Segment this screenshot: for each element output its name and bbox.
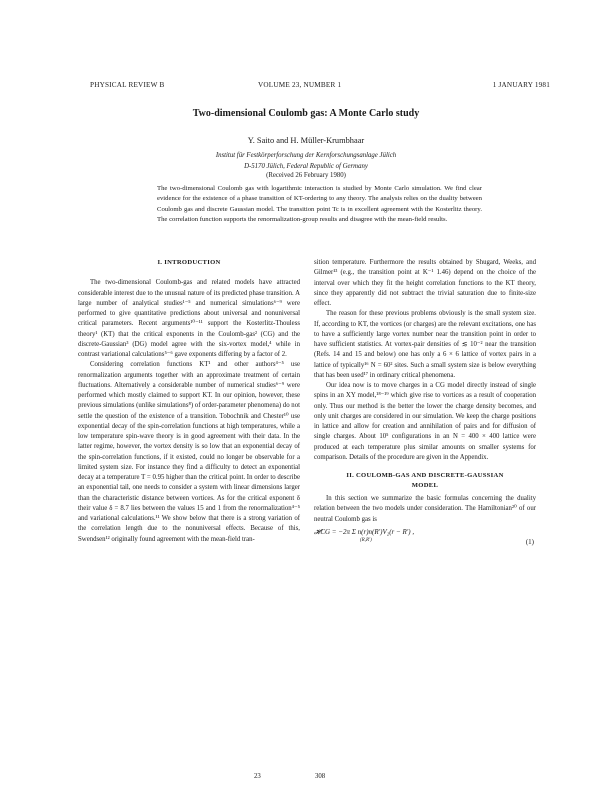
- equation-subscript: (R,R′): [360, 537, 372, 543]
- right-column: [314, 258, 536, 549]
- paragraph: In this section we summarize the basic formulas concerning the duality relation between the two models under consideration. The Hamiltonian²⁰ of our neutral Coulomb gas is: [314, 495, 536, 523]
- paper-title: Two-dimensional Coulomb gas: A Monte Carlo study: [192, 108, 420, 119]
- section-heading-introduction: I. INTRODUCTION: [157, 259, 221, 266]
- volume-info: VOLUME 23, NUMBER 1: [258, 81, 342, 89]
- section-heading-line: MODEL: [411, 482, 439, 489]
- page-footer: [0, 773, 612, 783]
- equation-number: (1): [525, 537, 534, 546]
- abstract: The two-dimensional Coulomb gas with logarithmic interaction is studied by Monte Carlo simulation. We find clear evidence for the existence of a phase transition of KT-ordering to any theory. The analysis relies on the duality between Coulomb gas and discrete Gaussian model. The transition point Tc is in excellent agreement with the Kosterlitz theory. The correlation function supports the renormalization-group results and disagree with the mean-field results.: [157, 185, 482, 224]
- paragraph: sition temperature. Furthermore the results obtained by Shugard, Weeks, and Gilmer¹³ (e.g., the transition point at K⁻¹ 1.46) depend on the choice of the interval over which they fit the height correlation functions to the KT theory, since they apparently did not subtract the trivial saturation due to finite-size effect.: [314, 259, 536, 307]
- authors: Y. Saito and H. Müller-Krumbhaar: [247, 136, 365, 145]
- received-date: (Received 26 February 1980): [266, 172, 346, 179]
- page-number-left: 23: [254, 773, 261, 780]
- issue-date: 1 JANUARY 1981: [492, 81, 550, 89]
- section-heading-line: II. COULOMB-GAS AND DISCRETE-GAUSSIAN: [346, 472, 504, 479]
- paragraph: The reason for these previous problems obviously is the small system size. If, according to KT, the vortices (or charges) are the relevant excitations, one has to have a sufficiently large vortex number near the transition point in order to have sufficient statistics. At vortex-pair densities of ≲ 10⁻² near the transition (Refs. 14 and 15 and below) one has only a 6 × 6 lattice of vortex pairs in a lattice of typically¹⁶ N = 60² sites. Such a small system size is below everything that has been used¹⁷ in ordinary critical phenomena.: [314, 310, 536, 379]
- affiliation-institute: Institut für Festkörperforschung der Kernforschungsanlage Jülich: [215, 152, 397, 159]
- paragraph: Considering correlation functions KT¹ and other authors⁴⁻⁵ use renormalization arguments together with an approximate treatment of certain fluctuations. Alternatively a considerable number of numerical studies⁶⁻⁹ were performed which mostly claimed to support KT. In our opinion, however, these previous simulations (unlike simulations⁸) of order-parameter phenomena) do not settle the question of the existence of a transition. Tobochnik and Chester¹⁰ use exponential decay of the spin-correlation functions at high temperatures, while a low temperature spin-wave theory is in good agreement with their data. In the latter regime, however, the vortex density is so low that an exponential decay of the spin-correlation functions, if it existed, could no longer be observable for a limited system size. For instance they find a difficulty to detect an exponential decay at a temperature T = 0.95 higher than the critical point. In order to describe an exponential tail, one needs to consider a system with linear dimensions larger than the characteristic distance between vortices. As for the critical exponent δ their value δ = 8.7 lies between the values 15 and 1 from the renormalization⁴⁻⁵ and variational calculations.¹¹ We show below that there is a strong variation of the correlation length due to the nonuniversal effects. Because of this, Swendsen¹² originally found agreement with the mean-field tran-: [78, 361, 300, 543]
- left-column: [78, 258, 300, 545]
- page-number-right: 308: [315, 773, 326, 780]
- affiliation-address: D-5170 Jülich, Federal Republic of Germany: [244, 163, 368, 170]
- journal-name: PHYSICAL REVIEW B: [90, 81, 165, 89]
- section-heading-coulomb-gas: [314, 471, 536, 491]
- running-header: [90, 81, 550, 93]
- equation: [314, 527, 536, 549]
- equation-body: 𝓗CG = −2π Σ n(r)n(R′)V₂(r − R′) ,: [314, 527, 415, 536]
- paragraph: The two-dimensional Coulomb-gas and related models have attracted considerable interest due to the unusual nature of its predicted phase transition. A large number of analytical studies¹⁻⁵ and numerical simulations⁶⁻⁹ were performed to give quantitative predictions about universal and nonuniversal critical parameters. Recent arguments¹⁰⁻¹¹ support the Kosterlitz-Thouless theory¹ (KT) that the critical exponents in the Coulomb-gas² (CG) and the discrete-Gaussian³ (DG) model agree with the six-vortex model,⁴ while in contrast variational calculations⁵⁻⁶ gave exponents differing by a factor of 2.: [78, 279, 300, 358]
- paragraph: Our idea now is to move charges in a CG model directly instead of single spins in an XY model,¹⁸⁻¹⁹ which give rise to vortices as a result of cooperation only. Thus our method is the better the lower the charge density becomes, and only unit charges are considered in our simulation. We keep the charge positions in lattice and allow for creation and annihilation of pairs and for diffusion of single charges. About 10⁵ configurations in an N = 400 × 400 lattice were produced at each temperature plus similar amounts on smaller systems for comparison. Details of the procedure are given in the Appendix.: [314, 382, 536, 461]
